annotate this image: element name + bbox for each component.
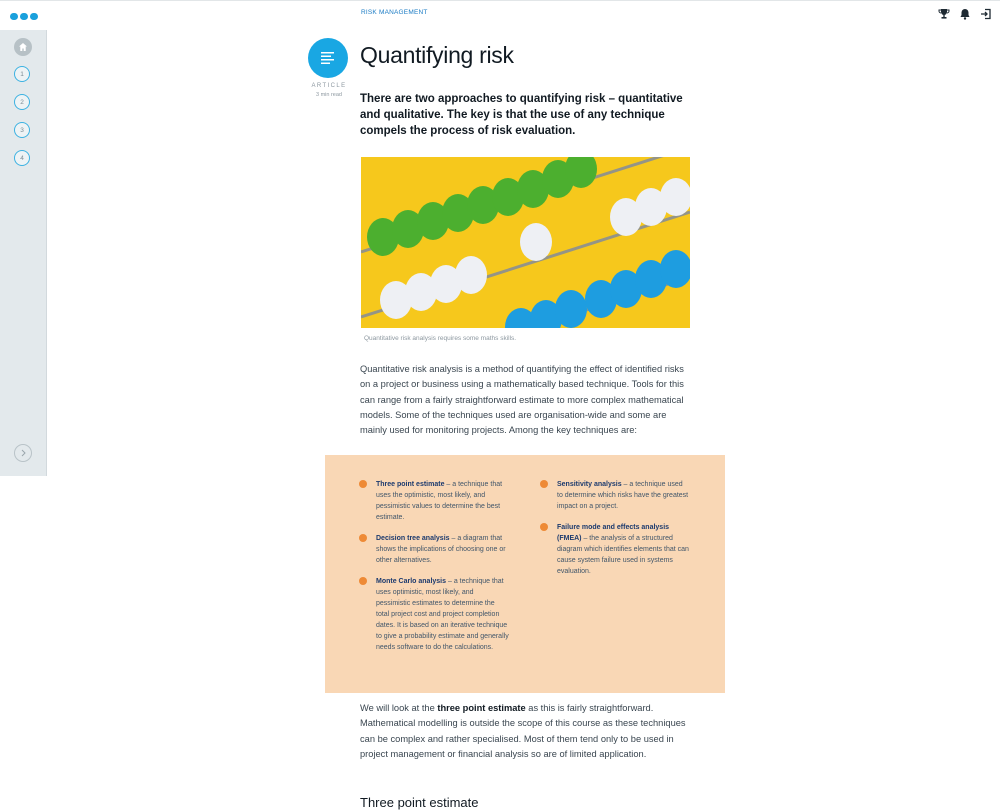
article-badge xyxy=(308,38,348,78)
bell-icon[interactable] xyxy=(959,8,971,20)
content-type-label: ARTICLE xyxy=(311,83,347,89)
bullet-icon xyxy=(359,480,367,488)
home-button[interactable] xyxy=(14,38,32,56)
bullet-icon xyxy=(359,577,367,585)
trophy-icon[interactable] xyxy=(938,8,950,20)
list-item: Three point estimate – a technique that uses the optimistic, most likely, and pessimistic values to determine the best estimate. xyxy=(359,479,509,523)
techniques-column-right xyxy=(540,479,690,587)
bullet-icon xyxy=(540,480,548,488)
section-heading: Three point estimate xyxy=(360,795,479,810)
sidebar xyxy=(0,30,47,476)
bullet-icon xyxy=(359,534,367,542)
image-caption: Quantitative risk analysis requires some maths skills. xyxy=(364,335,517,342)
list-item: Sensitivity analysis – a technique used to determine which risks have the greatest impact on a project. xyxy=(540,479,690,512)
sidebar-step-2[interactable]: 2 xyxy=(14,94,30,110)
list-item: Monte Carlo analysis – a technique that uses optimistic, most likely, and pessimistic estimates to determine the total project cost and project completion dates. It is based on an iterative technique to give a probability estimate and generally needs software to do the calculations. xyxy=(359,576,509,653)
expand-sidebar-button[interactable] xyxy=(14,444,32,462)
logo[interactable] xyxy=(10,13,38,20)
list-item: Failure mode and effects analysis (FMEA) – the analysis of a structured diagram which identifies elements that can cause system failure used in systems evaluation. xyxy=(540,522,690,577)
sidebar-step-1[interactable]: 1 xyxy=(14,66,30,82)
techniques-callout xyxy=(325,455,725,693)
list-item: Decision tree analysis – a diagram that shows the implications of choosing one or other alternatives. xyxy=(359,533,509,566)
home-icon xyxy=(18,42,28,52)
sidebar-step-3[interactable]: 3 xyxy=(14,122,30,138)
sidebar-step-4[interactable]: 4 xyxy=(14,150,30,166)
techniques-column-left xyxy=(359,479,509,663)
read-time: 3 min read xyxy=(316,92,342,98)
article-icon xyxy=(320,50,336,66)
lead-paragraph: There are two approaches to quantifying risk – quantitative and qualitative. The key is that the use of any technique compels the process of risk evaluation. xyxy=(360,93,683,137)
logout-icon[interactable] xyxy=(980,8,992,20)
page-title: Quantifying risk xyxy=(360,42,514,68)
breadcrumb[interactable]: RISK MANAGEMENT xyxy=(361,9,428,16)
top-bar xyxy=(0,0,1000,30)
bullet-icon xyxy=(540,523,548,531)
abacus-image xyxy=(361,157,690,328)
body-paragraph-1: Quantitative risk analysis is a method of quantifying the effect of identified risks on a project or business using a mathematically based technique. Tools for this can range from a fairly straightforward estimate to more complex mathematical models. Some of the techniques used are organisation-wide and some are mainly used for monitoring projects. Among the key techniques are: xyxy=(360,364,684,436)
chevron-right-icon xyxy=(19,449,27,457)
body-paragraph-2: We will look at the three point estimate as this is fairly straightforward. Mathematical modelling is outside the scope of this course as these techniques can be complex and rather specialised. Most of them tend only to be used in project management or financial analysis so are of limited application. xyxy=(360,703,686,759)
